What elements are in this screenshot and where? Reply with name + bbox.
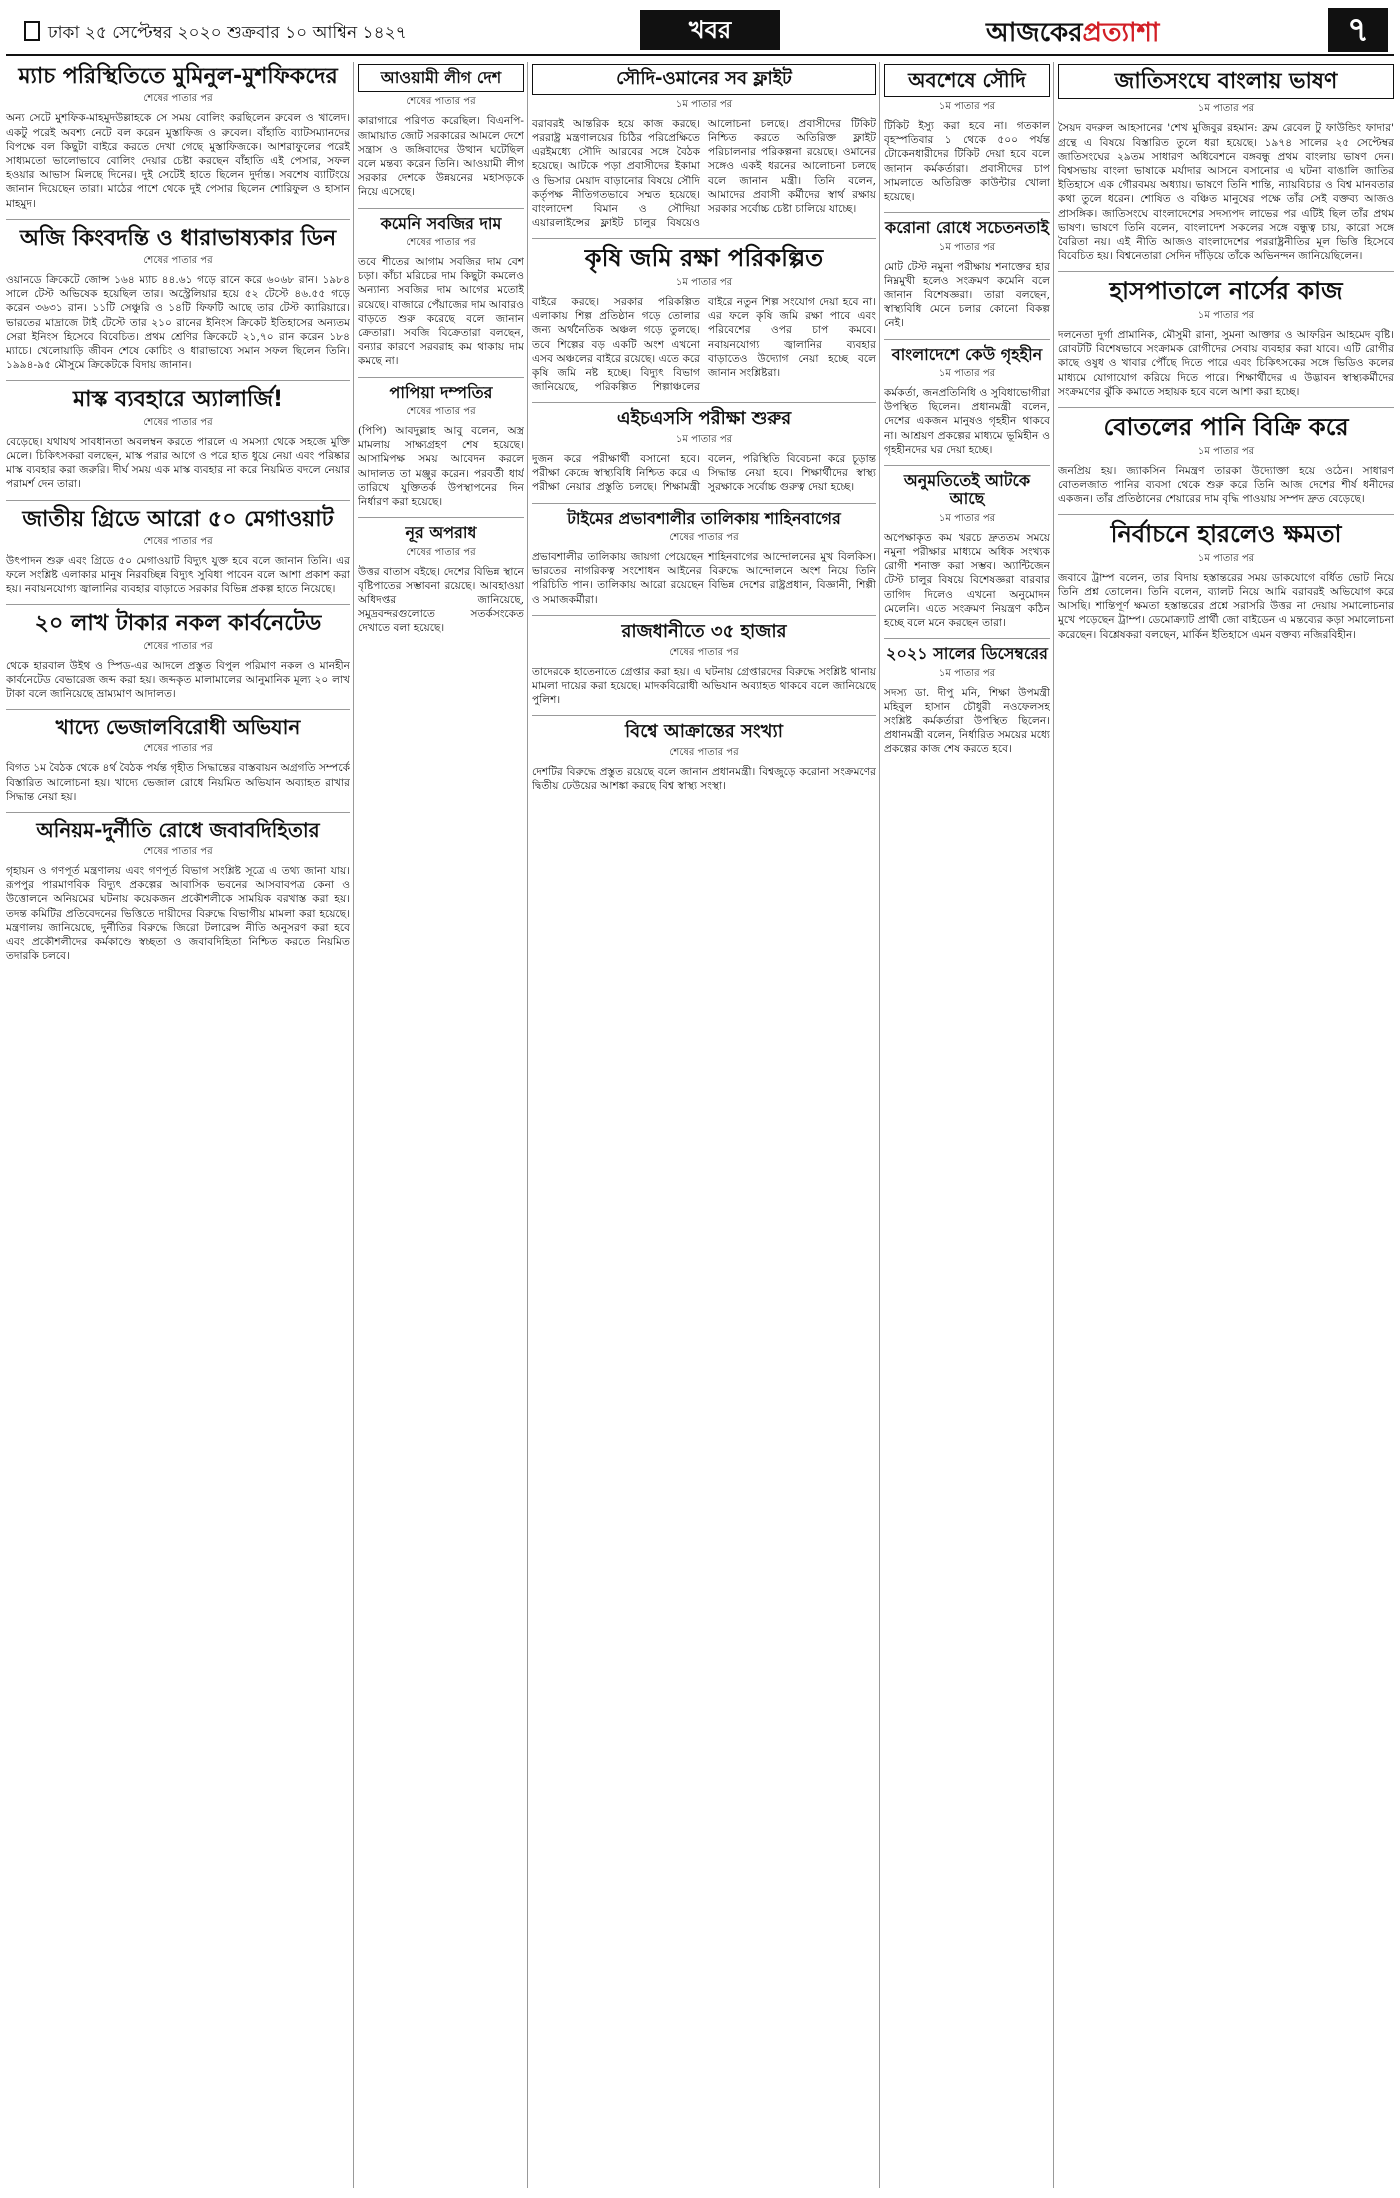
article — [358, 384, 524, 510]
article-body: কারাগারে পরিণত করেছিল। বিএনপি-জামায়াত জোট সরকারের আমলে দেশে সন্ত্রাস ও জঙ্গিবাদের উত্থান ঘটেছিল বলে মন্তব্য করেন তিনি। আওয়ামী লীগ সরকার দেশকে উন্নয়নের মহাসড়কে নিয়ে এসেছে। — [358, 115, 524, 199]
article-body: অপেক্ষাকৃত কম খরচে দ্রুততম সময়ে নমুনা পরীক্ষার মাধ্যমে অধিক সংখ্যক রোগী শনাক্ত করা সম্ভব। অ্যান্টিজেন টেস্ট চালুর বিষয়ে বিশেষজ্ঞরা বারবার তাগিদ দিলেও এখনো অনুমোদন মেলেনি। এতে সংক্রমণ নিয়ন্ত্রণ কঠিন হচ্ছে বলে মনে করছেন তারা। — [884, 531, 1050, 630]
logo-part1: আজকের — [986, 18, 1083, 48]
newspaper-logo — [986, 12, 1256, 48]
article-body: (পিপি) আবদুল্লাহ আবু বলেন, অস্ত্র মামলায় সাক্ষ্যগ্রহণ শেষ হয়েছে। আসামিপক্ষ সময় আবেদন করলে আদালত তা মঞ্জুর করেন। পরবর্তী ধার্য তারিখে যুক্তিতর্ক উপস্থাপনের দিন নির্ধারণ করা হয়েছে। — [358, 425, 524, 509]
article-divider — [884, 212, 1050, 213]
article — [1058, 278, 1394, 399]
column-2 — [358, 62, 524, 2188]
article-body: তাদেরকে হাতেনাতে গ্রেপ্তার করা হয়। এ ঘটনায় গ্রেপ্তারদের বিরুদ্ধে সংশ্লিষ্ট থানায় মামলা দায়ের করা হয়েছে। মাদকবিরোধী অভিযান অব্যাহত থাকবে বলে জানিয়েছে পুলিশ। — [532, 665, 876, 706]
article-divider — [6, 604, 350, 605]
continuation-note: ১ম পাতার পর — [1197, 309, 1255, 321]
article-headline: অজি কিংবদন্তি ও ধারাভাষ্যকার ডিন — [19, 225, 337, 251]
article — [358, 64, 524, 200]
article-divider — [6, 812, 350, 813]
article — [532, 622, 876, 707]
article-divider — [6, 709, 350, 710]
continuation-note: শেষের পাতার পর — [143, 416, 213, 428]
article-headline: টাইমের প্রভাবশালীর তালিকায় শাহিনবাগের — [567, 508, 841, 528]
article — [532, 510, 876, 607]
article-divider — [532, 503, 876, 504]
article-body: দলনেতা দুর্গা প্রামানিক, মৌসুমী রানা, সুমনা আক্তার ও আফরিন আহমেদ বৃষ্টি। রোবটটি বিশেষভাবে সংক্রামক রোগীদের সেবায় ব্যবহার করা যাবে। এটি রোগীর কাছে ওষুধ ও খাবার পৌঁছে দিতে পারে এবং চিকিৎসকের সঙ্গে ভিডিও কলের মাধ্যমে যোগাযোগ করিয়ে দিতে পারে। শিক্ষার্থীদের এ উদ্ভাবন স্বাস্থ্যকর্মীদের সংক্রমণের ঝুঁকি কমাতে সহায়ক হবে বলে আশা করা হচ্ছে। — [1058, 328, 1394, 398]
article-divider — [1058, 514, 1394, 515]
article-headline: জাতিসংঘে বাংলায় ভাষণ — [1058, 64, 1394, 99]
article-headline: পাপিয়া দম্পতির — [389, 382, 493, 402]
article-body: বিগত ১ম বৈঠক থেকে ৪র্থ বৈঠক পর্যন্ত গৃহীত সিদ্ধান্তের বাস্তবায়ন অগ্রগতি সম্পর্কে বিস্তারিত আলোচনা হয়। খাদ্যে ভেজাল রোধে নিয়মিত অভিযান অব্যাহত রাখার সিদ্ধান্ত নেয়া হয়। — [6, 762, 350, 803]
continuation-note: ১ম পাতার পর — [938, 512, 996, 524]
article-divider — [532, 715, 876, 716]
continuation-note: শেষের পাতার পর — [406, 96, 476, 108]
article — [6, 611, 350, 701]
article-body: থেকে হারবাল উইথ ও স্পিড-এর আদলে প্রস্তুত বিপুল পরিমাণ নকল ও মানহীন কার্বনেটেড বেভারেজ জব্দ করা হয়। জব্দকৃত মালামালের আনুমানিক মূল্য ২০ লাখ টাকা বলে জানিয়েছে ভ্রাম্যমাণ আদালত। — [6, 659, 350, 701]
continuation-note: শেষের পাতার পর — [143, 640, 213, 652]
article-body: টিকিট ইস্যু করা হবে না। গতকাল বৃহস্পতিবার ১ থেকে ৫০০ পর্যন্ত টোকেনধারীদের টিকিট দেয়া হবে বলে জানান কর্মকর্তারা। প্রবাসীদের চাপ সামলাতে অতিরিক্ত কাউন্টার খোলা হয়েছে। — [884, 120, 1050, 204]
article-body: উত্তর বাতাস বইছে। দেশের বিভিন্ন স্থানে বৃষ্টিপাতের সম্ভাবনা রয়েছে। আবহাওয়া অধিদপ্তর জানিয়েছে, সমুদ্রবন্দরগুলোতে সতর্কসংকেত দেখাতে বলা হয়েছে। — [358, 565, 524, 635]
article-divider — [884, 465, 1050, 466]
continuation-note: ১ম পাতার পর — [675, 98, 733, 110]
article-body: তবে শীতের আগাম সবজির দাম বেশ চড়া। কাঁচা মরিচের দাম কিছুটা কমলেও অন্যান্য সবজির দাম আগের মতোই রয়েছে। বাজারে পেঁয়াজের দাম আবারও বাড়তে শুরু করেছে বলে জানান ক্রেতারা। সবজি বিক্রেতারা বলছেন, বন্যার কারণে সরবরাহ কম থাকায় দাম কমছে না। — [358, 256, 524, 368]
article-headline: অনিয়ম-দুর্নীতি রোধে জবাবদিহিতার — [36, 817, 320, 842]
continuation-note: ১ম পাতার পর — [1197, 552, 1255, 564]
page-number: ৭ — [1328, 8, 1388, 52]
article-headline: করোনা রোধে সচেতনতাই — [885, 218, 1049, 238]
article — [358, 215, 524, 369]
article-headline: নির্বাচনে হারলেও ক্ষমতা — [1110, 520, 1342, 549]
article-headline: ২০ লাখ টাকার নকল কার্বনেটেড — [34, 611, 322, 637]
article-divider — [532, 238, 876, 239]
article-body: প্রভাবশালীর তালিকায় জায়গা পেয়েছেন শাহিনবাগের আন্দোলনের মুখ বিলকিস। ভারতের নাগরিকত্ব সংশোধন আইনের বিরুদ্ধে আন্দোলনে অংশ নিয়ে তিনি পরিচিতি পান। তালিকায় আরো রয়েছেন বিভিন্ন দেশের রাষ্ট্রপ্রধান, বিজ্ঞানী, শিল্পী ও সমাজকর্মীরা। — [532, 551, 876, 606]
article-headline: বাংলাদেশে কেউ গৃহহীন — [891, 344, 1043, 364]
article-headline: অবশেষে সৌদি — [884, 64, 1050, 97]
article-headline: হাসপাতালে নার্সের কাজ — [1109, 277, 1343, 306]
article-body: গৃহায়ন ও গণপূর্ত মন্ত্রণালয় এবং গণপূর্ত বিভাগ সংশ্লিষ্ট সূত্রে এ তথ্য জানা যায়। রূপপুর পারমাণবিক বিদ্যুৎ প্রকল্পের আবাসিক ভবনের আসবাবপত্র কেনা ও উত্তোলনে অনিয়মের ঘটনায় কয়েকজন প্রকৌশলীকে সাময়িক বরখাস্ত করা হয়। তদন্ত কমিটির প্রতিবেদনের ভিত্তিতে দায়ীদের বিরুদ্ধে বিভাগীয় মামলা করা হয়েছে। মন্ত্রণালয় জানিয়েছে, দুর্নীতির বিরুদ্ধে জিরো টলারেন্স নীতি অনুসরণ করা হবে এবং প্রকৌশলীদের কর্মকাণ্ডে স্বচ্ছতা ও জবাবদিহিতা নিশ্চিত করতে নিয়মিত তদারকি চলবে। — [6, 864, 350, 963]
article-body: উৎপাদন শুরু এবং গ্রিডে ৫০ মেগাওয়াট বিদ্যুৎ যুক্ত হবে বলে জানান তিনি। এর ফলে সংশ্লিষ্ট এলাকার মানুষ নিরবচ্ছিন্ন বিদ্যুৎ সুবিধা পাবেন বলে আশা প্রকাশ করা হয়। নবায়নযোগ্য জ্বালানির ব্যবহার বাড়াতে সরকার বিভিন্ন প্রকল্প হাতে নিয়েছে। — [6, 554, 350, 596]
column-divider — [527, 62, 528, 2188]
column-5 — [1058, 62, 1394, 2188]
article-headline: এইচএসসি পরীক্ষা শুরুর — [616, 408, 792, 430]
column-divider — [879, 62, 880, 2188]
article-body: সদস্য ডা. দীপু মনি, শিক্ষা উপমন্ত্রী মহিবুল হাসান চৌধুরী নওফেলসহ সংশ্লিষ্ট কর্মকর্তারা উপস্থিত ছিলেন। প্রধানমন্ত্রী বলেন, নির্ধারিত সময়ের মধ্যে প্রকল্পের কাজ শেষ করতে হবে। — [884, 686, 1050, 756]
article — [358, 524, 524, 635]
article — [1058, 521, 1394, 642]
article-body: দেশটির বিরুদ্ধে প্রস্তুত রয়েছে বলে জানান প্রধানমন্ত্রী। বিশ্বজুড়ে করোনা সংক্রমণের দ্বিতীয় ঢেউয়ের আশঙ্কা করছে বিশ্ব স্বাস্থ্য সংস্থা। — [532, 765, 876, 793]
article — [884, 472, 1050, 630]
continuation-note: ১ম পাতার পর — [938, 368, 996, 380]
article — [884, 219, 1050, 330]
article — [6, 819, 350, 963]
article-headline: কৃষি জমি রক্ষা পরিকল্পিত — [584, 244, 824, 273]
continuation-note: শেষের পাতার পর — [143, 535, 213, 547]
article-headline: জাতীয় গ্রিডে আরো ৫০ মেগাওয়াট — [22, 506, 334, 532]
article-headline: নূর অপরাধ — [405, 523, 477, 543]
article-divider — [884, 339, 1050, 340]
article-headline: আওয়ামী লীগ দেশ — [358, 64, 524, 92]
article-headline: রাজধানীতে ৩৫ হাজার — [621, 620, 787, 642]
article — [532, 245, 876, 394]
article-body: ওয়ানডে ক্রিকেটে জোন্স ১৬৪ ম্যাচ ৪৪.৬১ গড়ে রানে করে ৬০৬৮ রান। ১৯৮৪ সালে টেস্ট অভিষেক হয়েছিল তার। অস্ট্রেলিয়ার হয়ে ৫২ টেস্টে ৪৬.৫৫ গড়ে করেন ৩৬৩১ রান। ১১টি সেঞ্চুরি ও ১৪টি ফিফটি আছে তার টেস্ট ক্যারিয়ারে। ভারতের মাদ্রাজে টাই টেস্টে তার ২১০ রানের ইনিংস ক্রিকেট ইতিহাসের অন্যতম সেরা ইনিংস হিসেবে বিবেচিত। প্রথম শ্রেণির ক্রিকেটে ২১,৭০ রান করেন ১৮৪ ম্যাচে। খেলোয়াড়ি জীবন শেষে কোচিং ও ধারাভাষ্যে সমান সফল ছিলেন তিনি। ১৯৯৪-৯৫ মৌসুমে ক্রিকেটকে বিদায় জানান। — [6, 274, 350, 372]
continuation-note: শেষের পাতার পর — [406, 406, 476, 418]
article-headline: বিশ্বে আক্রান্তের সংখ্যা — [625, 721, 783, 743]
article — [6, 226, 350, 373]
article-headline: মাস্ক ব্যবহারে অ্যালার্জি! — [72, 387, 284, 413]
article-headline: ম্যাচ পরিস্থিতিতে মুমিনুল-মুশফিকদের — [18, 64, 338, 89]
continuation-note: শেষের পাতার পর — [669, 646, 739, 658]
column-3 — [532, 62, 876, 2188]
article-headline: খাদ্যে ভেজালবিরোধী অভিযান — [55, 715, 301, 740]
continuation-note: শেষের পাতার পর — [669, 532, 739, 544]
page-header — [6, 6, 1394, 56]
article-divider — [358, 517, 524, 518]
column-divider — [1053, 62, 1054, 2188]
article-divider — [6, 380, 350, 381]
column-4 — [884, 62, 1050, 2188]
article — [884, 645, 1050, 756]
article-headline: বোতলের পানি বিক্রি করে — [1103, 412, 1349, 441]
column-divider — [353, 62, 354, 2188]
article — [532, 64, 876, 230]
article-body: কর্মকর্তা, জনপ্রতিনিধি ও সুবিধাভোগীরা উপস্থিত ছিলেন। প্রধানমন্ত্রী বলেন, দেশের একজন মানুষও গৃহহীন থাকবে না। আশ্রয়ণ প্রকল্পের মাধ্যমে ভূমিহীন ও গৃহহীনদের ঘর দেয়া হচ্ছে। — [884, 387, 1050, 456]
article-body: বরাবরই আন্তরিক হয়ে কাজ করছে। পররাষ্ট্র মন্ত্রণালয়ের চিঠির পরিপ্রেক্ষিতে এরইমধ্যে সৌদি আরবের সঙ্গে বৈঠক হয়েছে। আটকে পড়া প্রবাসীদের ইকামা ও ভিসার মেয়াদ বাড়ানোর বিষয়ে সৌদি কর্তৃপক্ষ নীতিগতভাবে সম্মত হয়েছে। বাংলাদেশ বিমান ও সৌদিয়া এয়ারলাইন্সের ফ্লাইট চালুর বিষয়েও আলোচনা চলছে। প্রবাসীদের টিকিট নিশ্চিত করতে অতিরিক্ত ফ্লাইট পরিচালনার পরিকল্পনা রয়েছে। ওমানের সঙ্গেও একই ধরনের আলোচনা চলছে বলে জানান মন্ত্রী। তিনি বলেন, আমাদের প্রবাসী কর্মীদের স্বার্থ রক্ষায় সরকার সর্বোচ্চ চেষ্টা চালিয়ে যাচ্ছে। — [532, 117, 876, 230]
continuation-note: শেষের পাতার পর — [669, 746, 739, 758]
continuation-note: শেষের পাতার পর — [406, 546, 476, 558]
page-marker-icon — [24, 21, 40, 41]
article-divider — [6, 500, 350, 501]
continuation-note: শেষের পাতার পর — [143, 743, 213, 755]
article — [6, 64, 350, 211]
article-body: সৈয়দ বদরুল আহসানের 'শেখ মুজিবুর রহমান: ফ্রম রেবেল টু ফাউন্ডিং ফাদার' গ্রন্থে এ বিষয়ে বিস্তারিত তুলে ধরা হয়েছে। ১৯৭৪ সালের ২৫ সেপ্টেম্বর জাতিসংঘের ২৯তম সাধারণ অধিবেশনে বঙ্গবন্ধু প্রথম বাংলায় ভাষণ দেন। বিশ্বসভায় বাংলা ভাষাকে মর্যাদার আসনে বসানোর এ ঘটনা বাঙালি জাতির ইতিহাসে এক গৌরবময় অধ্যায়। ভাষণে তিনি শান্তি, ন্যায়বিচার ও বিশ্ব মানবতার কথা তুলে ধরেন। শোষিত ও বঞ্চিত মানুষের পক্ষে তাঁর সেই বক্তব্য আজও প্রাসঙ্গিক। জাতিসংঘে বাংলাদেশের সদস্যপদ লাভের পর এটিই ছিল তাঁর প্রথম ভাষণ। ভাষণে তিনি বলেন, বাংলাদেশ সকলের সঙ্গে বন্ধুত্ব চায়, কারো সঙ্গে বৈরিতা নয়। এই নীতি আজও বাংলাদেশের পররাষ্ট্রনীতির মূল ভিত্তি হিসেবে বিবেচিত হয়। বিশ্বনেতারা সেদিন দাঁড়িয়ে তাঁকে অভিনন্দন জানিয়েছিলেন। — [1058, 122, 1394, 263]
article-divider — [358, 208, 524, 209]
article-headline: কমেনি সবজির দাম — [380, 213, 502, 233]
article-body: অন্য সেটে মুশফিক-মাহমুদউল্লাহকে সে সময় বোলিং করছিলেন রুবেল ও খালেদ। একটু পরেই অবশ্য নেটে বল করেন মুস্তাফিজ ও রুবেল। বাঁহাতি ব্যাটসম্যানদের বিপক্ষে বল কিছুটা বাইরে করতে দেখা গেছে মুস্তাফিজকে। আশরাফুলের পরেই সাধ্যমতো ভালোভাবে বোলিং দেয়ার চেষ্টা করছেন বাঁহাতি এই পেসার, সফল হওয়ার আভাস মিলছে দিনের। দুই সেটেই হাতে ছিলেন দুর্দান্ত। সবশেষ ব্যাটিংয়ে জানান দিয়েছেন তারা। মাঠের পাশে থেকে দুই পেসার ছিলেন শোরিফুল ও হাসান মাহমুদ। — [6, 112, 350, 210]
continuation-note: শেষের পাতার পর — [143, 845, 213, 857]
continuation-note: শেষের পাতার পর — [406, 237, 476, 248]
column-1 — [6, 62, 350, 2188]
continuation-note: ১ম পাতার পর — [675, 276, 733, 288]
section-label: খবর — [640, 10, 780, 50]
continuation-note: ১ম পাতার পর — [938, 667, 996, 679]
continuation-note: ১ম পাতার পর — [938, 241, 996, 253]
article — [532, 409, 876, 494]
article — [6, 387, 350, 491]
header-date — [24, 20, 407, 48]
article — [884, 64, 1050, 204]
article-divider — [532, 615, 876, 616]
article-divider — [358, 377, 524, 378]
article-body: মোট টেস্ট নমুনা পরীক্ষায় শনাক্তের হার নিম্নমুখী হলেও সংক্রমণ কমেনি বলে জানান বিশেষজ্ঞরা। তারা বলছেন, স্বাস্থ্যবিধি মেনে চলার কোনো বিকল্প নেই। — [884, 260, 1050, 330]
continuation-note: ১ম পাতার পর — [1197, 445, 1255, 457]
continuation-note: ১ম পাতার পর — [1197, 103, 1255, 115]
continuation-note: ১ম পাতার পর — [938, 101, 996, 112]
article — [1058, 414, 1394, 506]
article-headline: অনুমতিতেই আটকে আছে — [903, 471, 1031, 509]
article-headline: ২০২১ সালের ডিসেম্বরের — [886, 644, 1048, 664]
article-body: বেড়েছে। যথাযথ সাবধানতা অবলম্বন করতে পারলে এ সমস্যা থেকে সহজে মুক্তি মেলে। চিকিৎসকরা বলছেন, মাস্ক পরার আগে ও পরে হাত ধুয়ে নেয়া এবং পরিষ্কার মাস্ক ব্যবহার করা জরুরি। দীর্ঘ সময় এক মাস্ক ব্যবহার না করে নিয়মিত বদলে নেয়ার পরামর্শ দেন তারা। — [6, 435, 350, 491]
article — [1058, 64, 1394, 263]
article-body: জনপ্রিয় হয়। জ্যাকসিন নিমন্ত্রণ তারকা উদ্যোক্তা হয়ে ওঠেন। সাধারণ বোতলজাত পানির ব্যবসা থেকে শুরু করে তিনি আজ দেশের শীর্ষ ধনীদের একজন। তাঁর প্রতিষ্ঠানের শেয়ারের দাম বৃদ্ধি পাওয়ায় সম্পদ দ্রুত বেড়েছে। — [1058, 464, 1394, 505]
logo-part2: প্রত্যাশা — [1082, 18, 1160, 48]
article-body: জবাবে ট্রাম্প বলেন, তার বিদায় হস্তান্তরের সময় ডাকযোগে বর্ধিত ভোট নিয়ে তিনি প্রশ্ন তোলেন। তিনি বলেন, ব্যালট নিয়ে আমি বরাবরই অভিযোগ করে আসছি। শান্তিপূর্ণ ক্ষমতা হস্তান্তরের প্রশ্নে সরাসরি উত্তর না দেয়ায় সমালোচনার মুখে পড়েছেন ট্রাম্প। ডেমোক্র্যাট প্রার্থী জো বাইডেন এ মন্তব্যের কড়া সমালোচনা করেছেন। বিশ্লেষকরা বলছেন, মার্কিন ইতিহাসে এমন বক্তব্য নজিরবিহীন। — [1058, 571, 1394, 641]
article — [6, 716, 350, 804]
date-text: ঢাকা ২৫ সেপ্টেম্বর ২০২০ শুক্রবার ১০ আশ্বিন ১৪২৭ — [48, 23, 407, 43]
article-divider — [532, 402, 876, 403]
article — [6, 507, 350, 597]
article-headline: সৌদি-ওমানের সব ফ্লাইট — [532, 64, 876, 95]
continuation-note: শেষের পাতার পর — [143, 255, 213, 267]
continuation-note: শেষের পাতার পর — [143, 93, 213, 105]
article-divider — [6, 219, 350, 220]
article-divider — [1058, 407, 1394, 408]
article-divider — [884, 638, 1050, 639]
article — [532, 722, 876, 793]
article — [884, 346, 1050, 457]
article-divider — [1058, 271, 1394, 272]
continuation-note: ১ম পাতার পর — [675, 434, 733, 446]
article-body: দুজন করে পরীক্ষার্থী বসানো হবে। পরীক্ষা কেন্দ্রে স্বাস্থ্যবিধি নিশ্চিত করে এ পরীক্ষা নেয়ার প্রস্তুতি চলছে। শিক্ষামন্ত্রী বলেন, পরিস্থিতি বিবেচনা করে চূড়ান্ত সিদ্ধান্ত নেয়া হবে। শিক্ষার্থীদের স্বাস্থ্য সুরক্ষাকে সর্বোচ্চ গুরুত্ব দেয়া হচ্ছে। — [532, 453, 876, 494]
article-body: বাইরে করছে। সরকার পরিকল্পিত এলাকায় শিল্প প্রতিষ্ঠান গড়ে তোলার জন্য অর্থনৈতিক অঞ্চল গড়ে তুলছে। তবে শিল্পের বড় একটি অংশ এখনো এসব অঞ্চলের বাইরে রয়েছে। এতে করে কৃষি জমি নষ্ট হচ্ছে। বিদ্যুৎ বিভাগ জানিয়েছে, পরিকল্পিত শিল্পাঞ্চলের বাইরে নতুন শিল্প সংযোগ দেয়া হবে না। এর ফলে কৃষি জমি রক্ষা পাবে এবং পরিবেশের ওপর চাপ কমবে। নবায়নযোগ্য জ্বালানির ব্যবহার বাড়াতেও উদ্যোগ নেয়া হচ্ছে বলে জানান সংশ্লিষ্টরা। — [532, 295, 876, 394]
